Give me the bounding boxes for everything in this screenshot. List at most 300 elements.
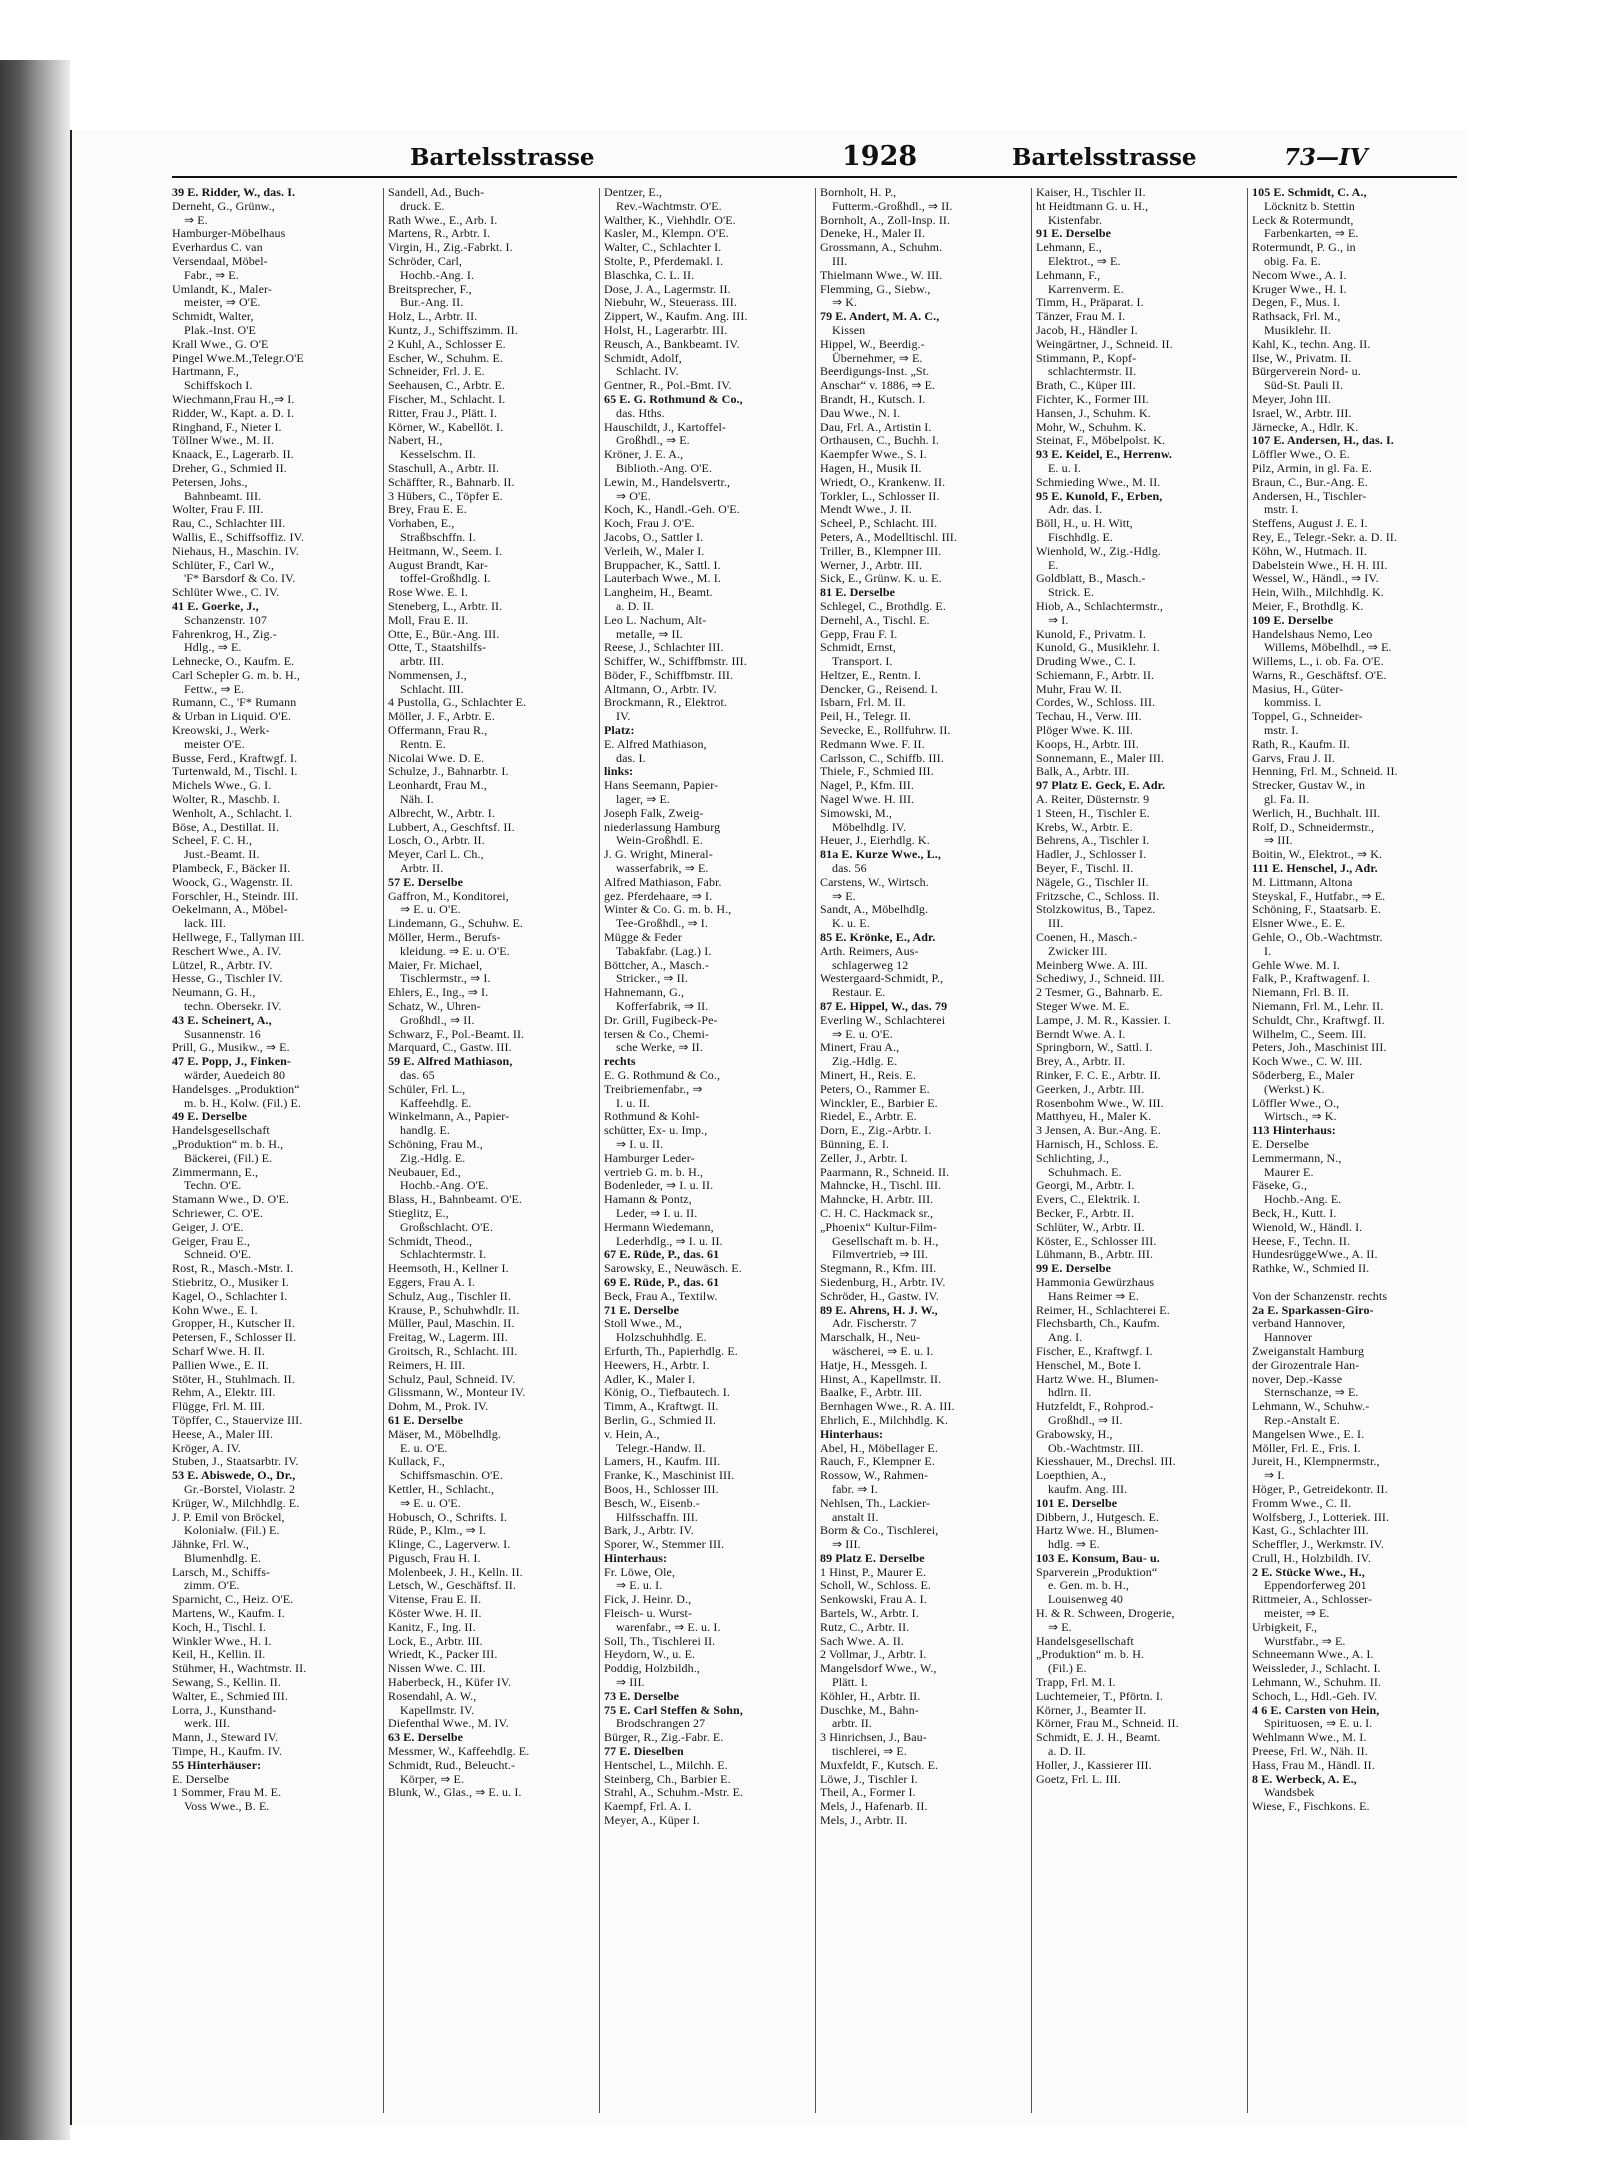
directory-entry-line: kleidung. ⇒ E. u. O'E. <box>400 943 510 958</box>
directory-entry-line: Haberbeck, H., Küfer IV. <box>388 1675 512 1690</box>
directory-entry-line: Hellwege, F., Tallyman III. <box>172 930 305 945</box>
directory-entry-line: nover, Dep.-Kasse <box>1252 1371 1343 1386</box>
directory-entry-line: Schlegel, C., Brothdlg. E. <box>820 598 946 613</box>
directory-entry-line: Maier, Fr. Michael, <box>388 957 483 972</box>
directory-entry-line: Niemann, Frl. M., Lehr. II. <box>1252 999 1384 1014</box>
directory-entry-line: Schmieding Wwe., M. II. <box>1036 474 1161 489</box>
directory-entry-line: Fäseke, G., <box>1252 1178 1308 1193</box>
directory-entry-line: Hdlg., ⇒ E. <box>184 640 242 655</box>
directory-entry-line: E. Alfred Mathiason, <box>604 736 707 751</box>
directory-entry-line: J. G. Wright, Mineral- <box>604 847 713 862</box>
directory-entry-line: ⇒ E. <box>1048 1619 1072 1634</box>
directory-entry-line: Thiele, F., Schmied III. <box>820 764 934 779</box>
directory-entry-line: 47 E. Popp, J., Finken- <box>172 1054 291 1069</box>
directory-entry-line: Schröder, H., Gastw. IV. <box>820 1288 939 1303</box>
directory-entry-line: „Phoenix“ Kultur-Film- <box>820 1219 937 1234</box>
directory-entry-line: 109 E. Derselbe <box>1252 612 1334 627</box>
directory-entry-line: 99 E. Derselbe <box>1036 1261 1112 1276</box>
directory-entry-line: Steinberg, Ch., Barbier E. <box>604 1771 731 1786</box>
directory-entry-line: Elsner Wwe., E. E. <box>1252 916 1346 931</box>
directory-entry-line: & Urban in Liquid. O'E. <box>172 709 292 724</box>
directory-entry-line: Lehnecke, O., Kaufm. E. <box>172 654 295 669</box>
directory-entry-line: Larsch, M., Schiffs- <box>172 1564 271 1579</box>
directory-entry-line: Großhdl., ⇒ II. <box>1048 1412 1123 1427</box>
directory-entry-line: hdlg. ⇒ E. <box>1048 1537 1100 1552</box>
directory-entry-line: Wandsbek <box>1264 1785 1315 1800</box>
directory-entry-line: Maurer E. <box>1264 1164 1314 1179</box>
directory-entry-line: Offermann, Frau R., <box>388 723 488 738</box>
directory-entry-line: Bodenleder, ⇒ I. u. II. <box>604 1178 714 1193</box>
directory-entry-line: Schoch, L., Hdl.-Geh. IV. <box>1252 1688 1378 1703</box>
directory-entry-line: Garvs, Frau J. II. <box>1252 750 1336 765</box>
directory-entry-line: Neumann, G. H., <box>172 985 256 1000</box>
directory-entry-line: Holler, J., Kassierer III. <box>1036 1757 1152 1772</box>
directory-entry-line: Meyer, A., Küper I. <box>604 1813 700 1828</box>
directory-entry-line: Hans Seemann, Papier- <box>604 778 719 793</box>
directory-entry-line: Ang. I. <box>1048 1330 1083 1345</box>
directory-entry-line: Steger Wwe. M. E. <box>1036 999 1130 1014</box>
directory-entry-line: Hentschel, L., Milchh. E. <box>604 1757 728 1772</box>
directory-entry-line: lager, ⇒ E. <box>616 792 670 807</box>
directory-entry-line: Beerdigungs-Inst. „St. <box>820 364 930 379</box>
directory-entry-line: Bur.-Ang. II. <box>400 295 464 310</box>
directory-entry-line: Nagel Wwe. H. III. <box>820 792 915 807</box>
directory-entry-line: verband Hannover, <box>1252 1316 1346 1331</box>
directory-entry-line: Scharf Wwe. H. II. <box>172 1343 265 1358</box>
directory-entry-line: metalle, ⇒ II. <box>616 626 683 641</box>
directory-entry-line: Dau Wwe., N. I. <box>820 405 901 420</box>
directory-entry-line: Schlüter, F., Carl W., <box>172 557 275 572</box>
directory-entry-line: Böse, A., Destillat. II. <box>172 819 280 834</box>
directory-entry-line: Kreowski, J., Werk- <box>172 723 270 738</box>
directory-entry-line: Gr.-Borstel, Violastr. 2 <box>184 1481 296 1496</box>
directory-entry-line: Zeller, J., Arbtr. I. <box>820 1150 908 1165</box>
directory-entry-line: Scheel, F. C. H., <box>172 833 253 848</box>
directory-entry-line: Strecker, Gustav W., in <box>1252 778 1366 793</box>
directory-entry-line: ⇒ I. <box>1048 612 1069 627</box>
directory-entry-line: M. Littmann, Altona <box>1252 874 1353 889</box>
directory-entry-line: (Fil.) E. <box>1048 1661 1087 1676</box>
directory-entry-line: Handelsgesellschaft <box>1036 1633 1134 1648</box>
directory-entry-line: Kolonialw. (Fil.) E. <box>184 1523 280 1538</box>
directory-entry-line: Heese, A., Maler III. <box>172 1426 274 1441</box>
directory-entry-line: Rathke, W., Schmied II. <box>1252 1261 1370 1276</box>
directory-entry-line: Fischer, M., Schlacht. I. <box>388 391 506 406</box>
directory-entry-line: Ritter, Frau J., Plätt. I. <box>388 405 498 420</box>
directory-entry-line: Böder, F., Schiffbmstr. III. <box>604 667 734 682</box>
page-number: 73—IV <box>1284 144 1368 171</box>
directory-entry-line: 107 E. Andersen, H., das. I. <box>1252 433 1394 448</box>
directory-entry-line: Henning, Frl. M., Schneid. II. <box>1252 764 1398 779</box>
directory-entry-line: 63 E. Derselbe <box>388 1730 464 1745</box>
directory-entry-line: Beck, Frau A., Textilw. <box>604 1288 718 1303</box>
directory-entry-line: Dencker, G., Reisend. I. <box>820 681 938 696</box>
directory-entry-line: Restaur. E. <box>832 985 886 1000</box>
directory-entry-line: Oekelmann, A., Möbel- <box>172 902 288 917</box>
directory-entry-line: Scholl, W., Schloss. E. <box>820 1578 931 1593</box>
directory-entry-line: Lampe, J. M. R., Kassier. I. <box>1036 1012 1171 1027</box>
directory-entry-line: Kagel, O., Schlachter I. <box>172 1288 288 1303</box>
directory-entry-line: Hilfsschaffn. III. <box>616 1509 698 1524</box>
directory-entry-line: Louisenweg 40 <box>1048 1592 1123 1607</box>
directory-entry-line: arbtr. II. <box>832 1716 872 1731</box>
directory-entry-line: 55 Hinterhäuser: <box>172 1757 262 1772</box>
directory-entry-line: Heitmann, W., Seem. I. <box>388 543 503 558</box>
directory-entry-line: druck. E. <box>400 198 445 213</box>
directory-entry-line: 113 Hinterhaus: <box>1252 1123 1336 1138</box>
directory-entry-line: Schlüter, W., Arbtr. II. <box>1036 1219 1145 1234</box>
directory-entry-line: ⇒ E. <box>184 212 208 227</box>
directory-entry-line: Hartz Wwe. H., Blumen- <box>1036 1371 1159 1386</box>
directory-entry-line: 1 Sommer, Frau M. E. <box>172 1785 282 1800</box>
directory-entry-line: Luchtemeier, T., Pförtn. I. <box>1036 1688 1164 1703</box>
directory-entry-line: Hadler, J., Schlosser I. <box>1036 847 1147 862</box>
directory-entry-line: E. G. Rothmund & Co., <box>604 1068 721 1082</box>
directory-entry-line: ⇒ K. <box>832 295 858 310</box>
directory-entry-line: Dentzer, E., <box>604 186 663 199</box>
year-heading: 1928 <box>842 141 918 172</box>
directory-entry-line: ⇒ E. u. I. <box>616 1578 663 1593</box>
directory-entry-line: 2 Kuhl, A., Schlosser E. <box>388 336 506 351</box>
directory-entry-line: Koch, K., Handl.-Geh. O'E. <box>604 502 740 517</box>
directory-entry-line: Bruppacher, K., Sattl. I. <box>604 557 721 572</box>
directory-entry-line: Telegr.-Handw. II. <box>616 1440 706 1455</box>
directory-entry-line: Treibriemenfabr., ⇒ <box>604 1081 703 1096</box>
directory-entry-line: Wiechmann,Frau H.,⇒ I. <box>172 391 295 406</box>
directory-entry-line: Bahnbeamt. III. <box>184 488 262 503</box>
directory-entry-line: Orthausen, C., Buchh. I. <box>820 433 940 448</box>
directory-entry-line: vertrieb G. m. b. H., <box>604 1164 704 1179</box>
directory-entry-line: Lindemann, G., Schuhw. E. <box>388 916 524 931</box>
directory-entry-line: Heemsoth, H., Kellner I. <box>388 1261 509 1276</box>
directory-entry-line: Rossow, W., Rahmen- <box>820 1468 929 1483</box>
directory-entry-line: Schwarz, F., Pol.-Beamt. II. <box>388 1026 525 1041</box>
directory-entry-line: Klinge, C., Lagerverw. I. <box>388 1537 511 1552</box>
directory-entry-line: Ehlers, E., Ing., ⇒ I. <box>388 985 489 1000</box>
directory-entry-line: Freitag, W., Lagerm. III. <box>388 1330 508 1345</box>
directory-entry-line: Schneider, Frl. J. E. <box>388 364 485 379</box>
directory-entry-line: Müller, Paul, Maschin. II. <box>388 1316 515 1331</box>
directory-entry-line: 103 E. Konsum, Bau- u. <box>1036 1550 1160 1565</box>
directory-entry-line: Pingel Wwe.M.,Telegr.O'E <box>172 350 304 365</box>
directory-entry-line: Moll, Frau E. II. <box>388 612 469 627</box>
directory-entry-line: König, O., Tiefbautech. I. <box>604 1385 730 1400</box>
directory-entry-line: Boos, H., Schlosser III. <box>604 1481 719 1496</box>
directory-entry-line: Schlacht. III. <box>400 681 464 696</box>
directory-entry-line: Wolter, Frau F. III. <box>172 502 264 517</box>
directory-entry-line: Besch, W., Eisenb.- <box>604 1495 700 1510</box>
directory-entry-line: E. u. I. <box>1048 460 1082 475</box>
directory-entry-line: Hochb.-Ang. I. <box>400 267 475 282</box>
column-1 <box>172 186 380 2116</box>
directory-entry-line: Harnisch, H., Schloss. E. <box>1036 1136 1159 1151</box>
directory-entry-line: Schediwy, J., Schneid. III. <box>1036 971 1165 986</box>
directory-entry-line: Wirtsch., ⇒ K. <box>1264 1109 1337 1124</box>
directory-entry-line: Gaffron, M., Konditorei, <box>388 888 509 903</box>
directory-entry-line: Leck & Rotermundt, <box>1252 212 1354 227</box>
directory-entry-line: Kistenfabr. <box>1048 212 1103 227</box>
directory-entry-line: Peil, H., Telegr. II. <box>820 709 912 724</box>
directory-entry-line: Paarmann, R., Schneid. II. <box>820 1164 950 1179</box>
directory-entry-line: Wehlmann Wwe., M. I. <box>1252 1730 1367 1745</box>
directory-entry-line: Söderberg, E., Maler <box>1252 1068 1355 1082</box>
directory-entry-line: Alfred Mathiason, Fabr. <box>604 874 722 889</box>
directory-entry-line: Lehmann, E., <box>1036 240 1102 255</box>
directory-entry-line: Kunold, F., Privatm. I. <box>1036 626 1147 641</box>
directory-entry-line: Goldblatt, B., Masch.- <box>1036 571 1146 586</box>
directory-entry-line: 73 E. Derselbe <box>604 1688 680 1703</box>
directory-entry-line: Plambeck, F., Bäcker II. <box>172 861 291 876</box>
directory-entry-line: Minert, Frau A., <box>820 1040 900 1055</box>
directory-entry-line: Köhler, H., Arbtr. II. <box>820 1688 921 1703</box>
directory-entry-line: Hannover <box>1264 1330 1313 1345</box>
directory-entry-line: Wolter, R., Maschb. I. <box>172 792 281 807</box>
directory-entry-line: E. Derselbe <box>172 1771 230 1786</box>
directory-entry-line: Hamburger-Möbelhaus <box>172 226 286 241</box>
directory-entry-line: Dorn, E., Zig.-Arbtr. I. <box>820 1123 932 1138</box>
column-divider <box>383 188 384 2113</box>
directory-entry-line: niederlassung Hamburg <box>604 819 721 834</box>
directory-entry-line: Steffens, August J. E. I. <box>1252 516 1368 531</box>
directory-entry-line: Lederhdlg., ⇒ I. u. II. <box>616 1233 723 1248</box>
column-6 <box>1252 186 1462 2116</box>
directory-entry-line: Adr. das. I. <box>1048 502 1103 517</box>
directory-entry-line: Lehmann, F., <box>1036 267 1101 282</box>
directory-entry-line: Weissleder, J., Schlacht. I. <box>1252 1661 1381 1676</box>
directory-entry-line: meister, ⇒ E. <box>1264 1606 1330 1621</box>
directory-entry-line: Meyer, John III. <box>1252 391 1332 406</box>
directory-entry-line: Pallien Wwe., E. II. <box>172 1357 269 1372</box>
directory-entry-line: Sternschanze, ⇒ E. <box>1264 1385 1359 1400</box>
directory-entry-line: Hinterhaus: <box>820 1426 884 1441</box>
directory-entry-line: Redmann Wwe. F. II. <box>820 736 925 751</box>
directory-entry-line: Stegmann, R., Kfm. III. <box>820 1261 937 1276</box>
directory-entry-line: 3 Hinrichsen, J., Bau- <box>820 1730 927 1745</box>
column-4 <box>820 186 1028 2116</box>
directory-entry-line: Futterm.-Großhdl., ⇒ II. <box>832 198 953 213</box>
directory-entry-line: Handelsgesellschaft <box>172 1123 270 1138</box>
directory-entry-line: Behrens, A., Tischler I. <box>1036 833 1150 848</box>
directory-entry-line: Hesse, G., Tischler IV. <box>172 971 283 986</box>
directory-entry-line: Mahncke, H., Tischl. III. <box>820 1178 942 1193</box>
directory-entry-line: 61 E. Derselbe <box>388 1412 464 1427</box>
directory-entry-line: Altmann, O., Arbtr. IV. <box>604 681 717 696</box>
directory-entry-line: Steneberg, L., Arbtr. II. <box>388 598 503 613</box>
directory-entry-line: E. <box>1048 557 1059 572</box>
directory-entry-line: Woock, G., Wagenstr. II. <box>172 874 293 889</box>
directory-entry-line: Hiob, A., Schlachtermstr., <box>1036 598 1163 613</box>
directory-entry-line: Köster Wwe. H. II. <box>388 1606 482 1621</box>
directory-entry-line: Höger, P., Getreidekontr. II. <box>1252 1481 1388 1496</box>
directory-entry-line: Stoll Wwe., M., <box>604 1316 682 1331</box>
directory-entry-line: Kissen <box>832 322 866 337</box>
directory-entry-line: Siedenburg, H., Arbtr. IV. <box>820 1274 946 1289</box>
directory-entry-line: Heltzer, E., Rentn. I. <box>820 667 922 682</box>
directory-entry-line: Nägele, G., Tischler II. <box>1036 874 1149 889</box>
directory-entry-line: Ridder, W., Kapt. a. D. I. <box>172 405 295 420</box>
directory-entry-line: Wienold, W., Händl. I. <box>1252 1219 1363 1234</box>
directory-entry-line: Goetz, Frl. L. III. <box>1036 1771 1121 1786</box>
directory-entry-line: Braun, C., Bur.-Ang. E. <box>1252 474 1368 489</box>
directory-entry-line: Elektrot., ⇒ E. <box>1048 253 1121 268</box>
directory-entry-line: Leonhardt, Frau M., <box>388 778 487 793</box>
directory-entry-line: Fleisch- u. Wurst- <box>604 1606 693 1621</box>
directory-entry-line: Körner, Frau M., Schneid. II. <box>1036 1716 1179 1731</box>
directory-entry-line: Theil, A., Former I. <box>820 1785 916 1800</box>
directory-entry-line: Anschar“ v. 1886, ⇒ E. <box>820 378 936 393</box>
directory-entry-line: Rosendahl, A. W., <box>388 1688 477 1703</box>
directory-entry-line: Walter, C., Schlachter I. <box>604 240 722 255</box>
directory-entry-line: Berndt Wwe. A. I. <box>1036 1026 1126 1041</box>
directory-entry-line: Schöning, Frau M., <box>388 1136 483 1151</box>
directory-entry-line: Meinberg Wwe. A. III. <box>1036 957 1148 972</box>
directory-entry-line: Kruger Wwe., H. I. <box>1252 281 1347 296</box>
directory-entry-line: Plöger Wwe. K. III. <box>1036 723 1133 738</box>
directory-entry-line: Sick, E., Grünw. K. u. E. <box>820 571 942 586</box>
directory-entry-line: Jähnke, Frl. W., <box>172 1537 249 1552</box>
directory-entry-line: „Produktion“ m. b. H. <box>1036 1647 1145 1662</box>
directory-entry-line: Bartels, W., Arbtr. I. <box>820 1606 919 1621</box>
directory-entry-line: Westergaard-Schmidt, P., <box>820 971 944 986</box>
directory-entry-line: Beyer, F., Tischl. II. <box>1036 861 1134 876</box>
directory-entry-line: Hans Reimer ⇒ E. <box>1048 1288 1139 1303</box>
directory-entry-line: Zig.-Hdlg. E. <box>832 1054 898 1069</box>
directory-entry-line: Henschel, M., Bote I. <box>1036 1357 1142 1372</box>
directory-entry-line: Jacob, H., Händler I. <box>1036 322 1138 337</box>
directory-entry-line: Karrenverm. E. <box>1048 281 1124 296</box>
directory-entry-line: 97 Platz E. Geck, E. Adr. <box>1036 778 1166 793</box>
directory-entry-line: Hass, Frau M., Händl. II. <box>1252 1757 1375 1772</box>
directory-entry-line: Voss Wwe., B. E. <box>184 1799 270 1814</box>
directory-entry-line: Schöning, F., Staatsarb. E. <box>1252 902 1382 917</box>
directory-entry-line: Farbenkarten, ⇒ E. <box>1264 226 1359 241</box>
directory-entry-line: Groitsch, R., Schlacht. III. <box>388 1343 518 1358</box>
directory-entry-line: Rutz, C., Arbtr. II. <box>820 1619 910 1634</box>
header-rule <box>172 176 1457 178</box>
directory-entry-line: Kuntz, J., Schiffszimm. II. <box>388 322 518 337</box>
directory-entry-line: 53 E. Abiswede, O., Dr., <box>172 1468 296 1483</box>
directory-entry-line: 2 E. Stücke Wwe., H., <box>1252 1564 1365 1579</box>
directory-entry-line: Scheffler, J., Werkmstr. IV. <box>1252 1537 1385 1552</box>
directory-entry-line: links: <box>604 764 634 779</box>
directory-entry-line: Fettw., ⇒ E. <box>184 681 245 696</box>
directory-entry-line: Prill, G., Musikw., ⇒ E. <box>172 1040 290 1055</box>
directory-entry-line: Kohn Wwe., E. I. <box>172 1302 258 1317</box>
directory-entry-line: 49 E. Derselbe <box>172 1109 248 1124</box>
directory-entry-line: ⇒ E. <box>832 888 856 903</box>
directory-entry-line: Rauch, F., Klempner E. <box>820 1454 935 1469</box>
directory-entry-line: Hutzfeldt, F., Rohprod.- <box>1036 1399 1154 1414</box>
directory-entry-line: Gropper, H., Kutscher II. <box>172 1316 295 1331</box>
directory-entry-line: Schuhmach. E. <box>1048 1164 1122 1179</box>
directory-entry-line: Großhdl., ⇒ E. <box>616 433 690 448</box>
directory-entry-line: Dreher, G., Schmied II. <box>172 460 287 475</box>
directory-entry-line: Virgin, H., Zig.-Fabrkt. I. <box>388 240 513 255</box>
directory-entry-line: Mangelsdorf Wwe., W., <box>820 1661 937 1676</box>
directory-entry-line: Brey, Frau E. E. <box>388 502 467 517</box>
directory-entry-line: E. u. O'E. <box>400 1440 448 1455</box>
directory-entry-line: Dose, J. A., Lagermstr. II. <box>604 281 731 296</box>
directory-entry-line: Abel, H., Möbellager E. <box>820 1440 938 1455</box>
directory-entry-line: Lemmermann, N., <box>1252 1150 1342 1165</box>
directory-entry-line: Rehm, A., Elektr. III. <box>172 1385 276 1400</box>
directory-entry-line: Koch, H., Tischl. I. <box>172 1619 267 1634</box>
directory-entry-line: Krebs, W., Arbtr. E. <box>1036 819 1133 834</box>
directory-entry-line: Handelsges. „Produktion“ <box>172 1081 300 1096</box>
directory-entry-line: Brodschrangen 27 <box>616 1716 706 1731</box>
directory-entry-line: techn. Obersekr. IV. <box>184 999 282 1014</box>
directory-entry-line: kaufm. Ang. III. <box>1048 1481 1128 1496</box>
directory-entry-line: 1 Hinst, P., Maurer E. <box>820 1564 927 1579</box>
directory-entry-line: Stamann Wwe., D. O'E. <box>172 1192 290 1207</box>
directory-entry-line: Sach Wwe. A. II. <box>820 1633 905 1648</box>
directory-entry-line: Lehmann, W., Schuhm. II. <box>1252 1675 1382 1690</box>
directory-entry-line: Israel, W., Arbtr. III. <box>1252 405 1352 420</box>
directory-entry-line: IV. <box>616 709 631 724</box>
directory-entry-line: Jureit, H., Klempnermstr., <box>1252 1454 1380 1469</box>
directory-entry-line: a. D. II. <box>616 598 654 613</box>
directory-entry-line: Rau, C., Schlachter III. <box>172 516 286 531</box>
directory-entry-line: Otte, E., Bür.-Ang. III. <box>388 626 500 641</box>
directory-entry-line: 'F* Barsdorf & Co. IV. <box>184 571 296 586</box>
directory-entry-line: das. 65 <box>400 1068 435 1082</box>
directory-entry-line: Willems, L., i. ob. Fa. O'E. <box>1252 654 1384 669</box>
directory-entry-line: Albrecht, W., Arbtr. I. <box>388 805 495 820</box>
directory-entry-line: K. u. E. <box>832 916 870 931</box>
directory-entry-line: Becker, F., Arbtr. II. <box>1036 1205 1135 1220</box>
directory-entry-line: Masius, H., Güter- <box>1252 681 1344 696</box>
directory-entry-line: Hobusch, O., Schrifts. I. <box>388 1509 508 1524</box>
directory-entry-line: Mügge & Feder <box>604 930 682 945</box>
directory-entry-line: Reimers, H. III. <box>388 1357 466 1372</box>
directory-entry-line: Minert, H., Reis. E. <box>820 1068 916 1082</box>
directory-entry-line: Knaack, E., Lagerarb. II. <box>172 447 294 462</box>
directory-entry-line: Breitsprecher, F., <box>388 281 472 296</box>
directory-entry-line: Versendaal, Möbel- <box>172 253 268 268</box>
directory-entry-line: Holz, L., Arbtr. II. <box>388 309 478 324</box>
directory-entry-line: Böttcher, A., Masch.- <box>604 957 709 972</box>
directory-entry-line: werk. III. <box>184 1716 230 1731</box>
directory-entry-line: Molenbeek, J. H., Kelln. II. <box>388 1564 523 1579</box>
directory-entry-line: Erfurth, Th., Papierhdlg. E. <box>604 1343 738 1358</box>
directory-entry-line: Schmidt, Rud., Beleucht.- <box>388 1757 516 1772</box>
directory-entry-line: ⇒ III. <box>616 1675 645 1690</box>
directory-entry-line: Cordes, W., Schloss. III. <box>1036 695 1156 710</box>
directory-entry-line: der Girozentrale Han- <box>1252 1357 1360 1372</box>
directory-entry-line: Stieglitz, E., <box>388 1205 449 1220</box>
directory-entry-line: Möbelhdlg. IV. <box>832 819 907 834</box>
directory-entry-line: Rose Wwe. E. I. <box>388 585 468 600</box>
directory-entry-line: Mangelsen Wwe., E. I. <box>1252 1426 1365 1441</box>
directory-entry-line: Rotermundt, P. G., in <box>1252 240 1356 255</box>
directory-entry-line: rechts <box>604 1054 636 1069</box>
directory-entry-line: Hansen, J., Schuhm. K. <box>1036 405 1151 420</box>
directory-entry-line: tersen & Co., Chemi- <box>604 1026 709 1041</box>
directory-entry-line: Lühmann, B., Arbtr. III. <box>1036 1247 1154 1262</box>
directory-entry-line: Messmer, W., Kaffeehdlg. E. <box>388 1744 530 1759</box>
directory-entry-line: Sandell, Ad., Buch- <box>388 186 485 199</box>
directory-entry-line: Kast, G., Schlachter III. <box>1252 1523 1369 1538</box>
directory-entry-line: Dau, Frl. A., Artistin I. <box>820 419 932 434</box>
directory-entry-line: Blass, H., Bahnbeamt. O'E. <box>388 1192 523 1207</box>
directory-entry-line: Reusch, A., Bankbeamt. IV. <box>604 336 740 351</box>
column-divider <box>599 188 600 2113</box>
directory-entry-line: schlagerweg 12 <box>832 957 909 972</box>
directory-entry-line: 75 E. Carl Steffen & Sohn, <box>604 1702 743 1717</box>
directory-entry-line: Duschke, M., Bahn- <box>820 1702 919 1717</box>
directory-entry-line: ⇒ E. u. O'E. <box>832 1026 893 1041</box>
directory-entry-line: lack. III. <box>184 916 226 931</box>
